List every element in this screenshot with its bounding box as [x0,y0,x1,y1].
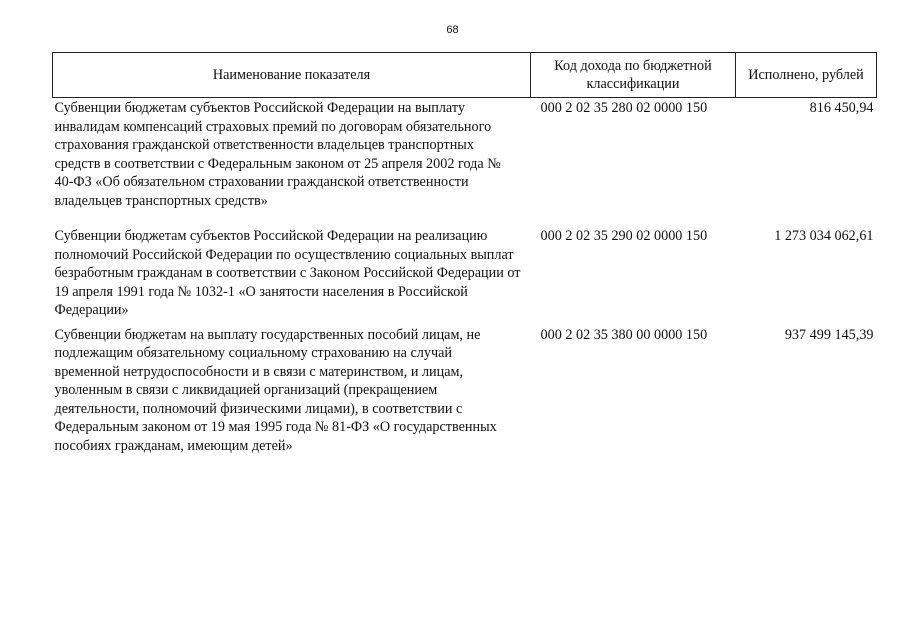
table-header [53,53,877,98]
header-row [53,53,877,98]
indicator-name-cell: Субвенции бюджетам на выплату государственных пособий лицам, не подлежащим обязательному социальному страхованию на случай временной нетрудоспособности и в связи с материнством, и лицам, уволенным в связи с ликвидацией организаций (прекращением деятельности, полномочий физическими лицами), в соответствии с Федеральным законом от 19 мая 1995 года № 81-ФЗ «О государственных пособиях гражданам, имеющим детей» [54,326,497,454]
amount-cell: 816 450,94 [809,100,874,116]
income-code-cell: 000 2 02 35 380 00 0000 150 [540,326,708,343]
header-indicator-name: Наименование показателя [53,53,531,98]
table-body [53,98,877,456]
table-row [53,325,877,456]
income-code-cell: 000 2 02 35 280 02 0000 150 [540,100,708,116]
indicator-name-cell: Субвенции бюджетам субъектов Российской Федерации на выплату инвалидам компенсаций страховых премий по договорам обязательного страхования гражданской ответственности владельцев транспортных средств в соответствии с Федеральным законом от 25 апреля 2002 года № 40-ФЗ «Об обязательном страховании гражданской ответственности владельцев транспортных средств» [54,100,501,209]
table-row [53,226,877,325]
amount-cell: 937 499 145,39 [784,326,874,343]
indicator-name-cell: Субвенции бюджетам субъектов Российской Федерации на реализацию полномочий Российской Федерации по осуществлению социальных выплат безработным гражданам в соответствии с Законом Российской Федерации от 19 апреля 1991 года № 1032-1 «О занятости населения в Российской Федерации» [54,228,521,318]
header-income-code: Код дохода по бюджетной классификации [531,53,736,98]
amount-cell: 1 273 034 062,61 [774,228,874,244]
budget-table [52,52,877,455]
table-row [53,98,877,227]
page-number: 68 [446,24,459,36]
header-executed-amount: Исполнено, рублей [736,53,877,98]
income-code-cell: 000 2 02 35 290 02 0000 150 [540,228,708,244]
